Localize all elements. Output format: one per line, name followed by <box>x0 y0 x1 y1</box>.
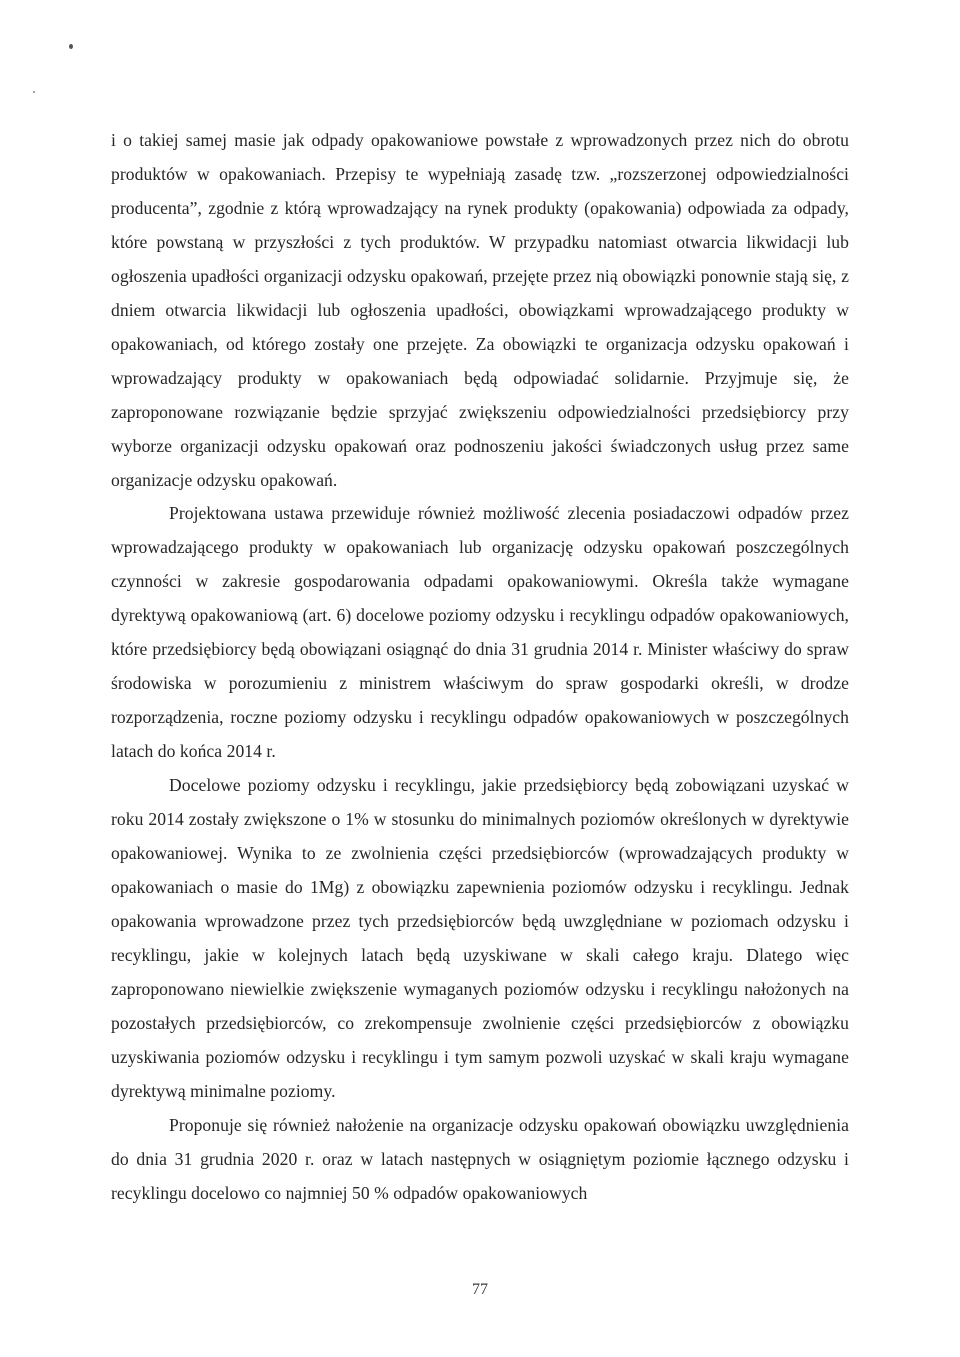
page-body <box>111 124 849 1211</box>
scan-speck <box>69 44 73 49</box>
paragraph-1: i o takiej samej masie jak odpady opakowaniowe powstałe z wprowadzonych przez nich do obrotu produktów w opakowaniach. Przepisy te wypełniają zasadę tzw. „rozszerzonej odpowiedzialności producenta”, zgodnie z którą wprowadzający na rynek produkty (opakowania) odpowiada za odpady, które powstaną w przyszłości z tych produktów. W przypadku natomiast otwarcia likwidacji lub ogłoszenia upadłości organizacji odzysku opakowań, przejęte przez nią obowiązki ponownie stają się, z dniem otwarcia likwidacji lub ogłoszenia upadłości, obowiązkami wprowadzającego produkty w opakowaniach, od którego zostały one przejęte. Za obowiązki te organizacja odzysku opakowań i wprowadzający produkty w opakowaniach będą odpowiadać solidarnie. Przyjmuje się, że zaproponowane rozwiązanie będzie sprzyjać zwiększeniu odpowiedzialności przedsiębiorcy przy wyborze organizacji odzysku opakowań oraz podnoszeniu jakości świadczonych usług przez same organizacje odzysku opakowań. <box>111 130 849 490</box>
paragraph-3: Docelowe poziomy odzysku i recyklingu, jakie przedsiębiorcy będą zobowiązani uzyskać w roku 2014 zostały zwiększone o 1% w stosunku do minimalnych poziomów określonych w dyrektywie opakowaniowej. Wynika to ze zwolnienia części przedsiębiorców (wprowadzających produkty w opakowaniach o masie do 1Mg) z obowiązku zapewnienia poziomów odzysku i recyklingu. Jednak opakowania wprowadzone przez tych przedsiębiorców będą uwzględniane w poziomach odzysku i recyklingu, jakie w kolejnych latach będą uzyskiwane w skali całego kraju. Dlatego więc zaproponowano niewielkie zwiększenie wymaganych poziomów odzysku i recyklingu nałożonych na pozostałych przedsiębiorców, co zrekompensuje zwolnienie części przedsiębiorców z obowiązku uzyskiwania poziomów odzysku i recyklingu i tym samym pozwoli uzyskać w skali kraju wymagane dyrektywą minimalne poziomy. <box>111 775 849 1101</box>
scan-speck <box>33 91 35 93</box>
paragraph-2: Projektowana ustawa przewiduje również możliwość zlecenia posiadaczowi odpadów przez wprowadzającego produkty w opakowaniach lub organizację odzysku opakowań poszczególnych czynności w zakresie gospodarowania odpadami opakowaniowymi. Określa także wymagane dyrektywą opakowaniową (art. 6) docelowe poziomy odzysku i recyklingu odpadów opakowaniowych, które przedsiębiorcy będą obowiązani osiągnąć do dnia 31 grudnia 2014 r. Minister właściwy do spraw środowiska w porozumieniu z ministrem właściwym do spraw gospodarki określi, w drodze rozporządzenia, roczne poziomy odzysku i recyklingu odpadów opakowaniowych w poszczególnych latach do końca 2014 r. <box>111 503 849 762</box>
page-number: 77 <box>472 1281 488 1298</box>
paragraph-4: Proponuje się również nałożenie na organizacje odzysku opakowań obowiązku uwzględnienia do dnia 31 grudnia 2020 r. oraz w latach następnych w osiągniętym poziomie łącznego odzysku i recyklingu docelowo co najmniej 50 % odpadów opakowaniowych <box>111 1114 849 1203</box>
